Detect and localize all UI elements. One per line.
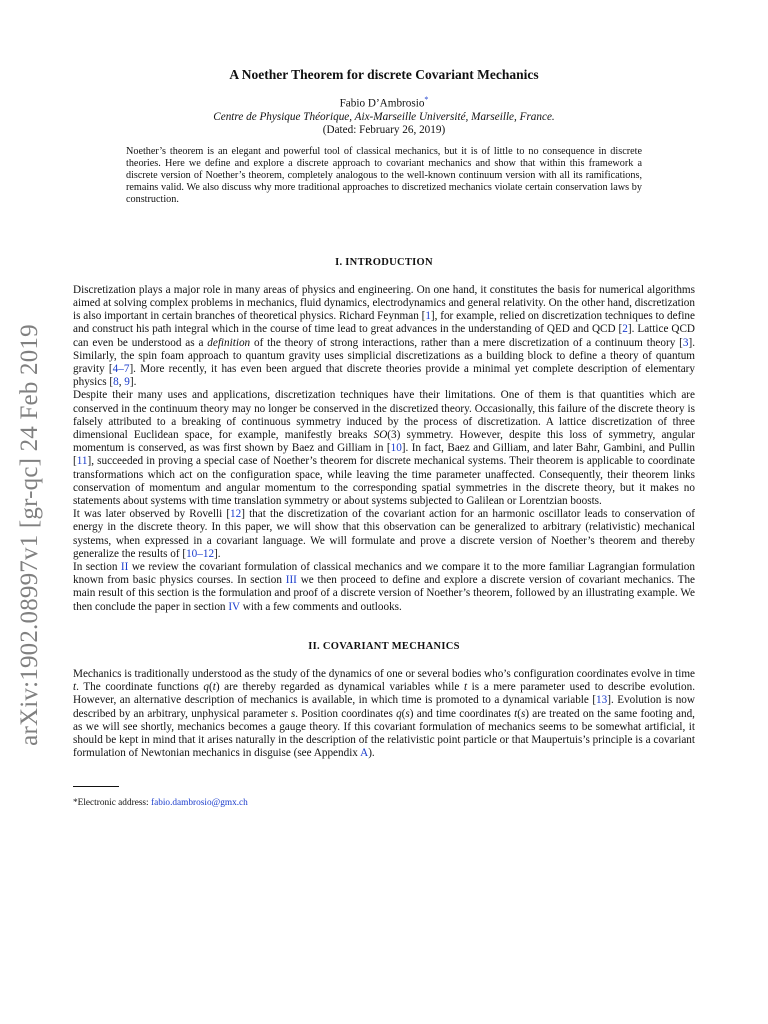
- footnote-rule: [73, 786, 119, 787]
- affiliation: Centre de Physique Théorique, Aix-Marseille Université, Marseille, France.: [213, 111, 555, 124]
- section-heading-covariant-mechanics: II. COVARIANT MECHANICS: [308, 640, 460, 652]
- citation-link[interactable]: 12: [230, 508, 242, 521]
- author-footnote-mark[interactable]: *: [424, 95, 429, 105]
- citation-link[interactable]: 4–7: [112, 362, 130, 375]
- arxiv-sidebar: [10, 320, 50, 750]
- section-link[interactable]: III: [285, 574, 297, 587]
- footnote: [73, 797, 695, 810]
- email-link[interactable]: fabio.dambrosio@gmx.ch: [150, 798, 248, 809]
- citation-link[interactable]: 11: [76, 455, 88, 468]
- abstract: Noether’s theorem is an elegant and powerful tool of classical mechanics, but it is of little to no consequence in discrete theories. Here we define and explore a discrete approach to covariant mechanics and show that within this framework a discrete version of Noether’s theorem, completely analogous to the well-known continuum version with all its ramifications, remains valid. We also discuss why more traditional approaches to discretized mechanics violate certain conservation laws by construction.: [126, 145, 642, 206]
- section-link[interactable]: IV: [228, 600, 240, 613]
- paper-title: A Noether Theorem for discrete Covariant Mechanics: [229, 67, 539, 82]
- intro-paragraph-2: Despite their many uses and applications, discretization techniques have their limitations. One of them is that quantities which are conserved in the continuum theory may no longer be conserved in the discretized theory. Occasionally, this failure of the discrete theory is falsely attributed to a breaking of continuous symmetry induced by the process of discretization. A lattice discretization of three dimensional Euclidean space, for example, manifestly breaks SO(3) symmetry. However, despite this loss of symmetry, angular momentum is conserved, as was first shown by Baez and Gilliam in [10]. In fact, Baez and Gilliam, and later Bahr, Gambini, and Pullin [11], succeeded in proving a special case of Noether’s theorem for discrete mechanical systems. Their theorem is applicable to coordinate transformations which act on the configuration space, while leaving the time parameter unaffected. Consequently, their theorem links conservation of momentum and angular momentum to the corresponding spatial symmetries in the discrete theory, but it makes no statements about systems with time translation symmetry or about systems subjected to Galilean or Lorentzian boosts.: [73, 389, 695, 508]
- appendix-link[interactable]: A: [360, 747, 369, 760]
- citation-link[interactable]: 9: [124, 376, 130, 389]
- citation-link[interactable]: 13: [596, 694, 608, 707]
- paper-page: [73, 60, 695, 811]
- dated-line: (Dated: February 26, 2019): [322, 124, 446, 137]
- citation-link[interactable]: 1: [425, 310, 431, 323]
- citation-link[interactable]: 2: [622, 323, 628, 336]
- citation-link[interactable]: 8: [113, 376, 119, 389]
- section-link[interactable]: II: [120, 561, 129, 574]
- citation-link[interactable]: 10–12: [186, 547, 215, 560]
- author-line: [73, 93, 695, 111]
- citation-link[interactable]: 3: [682, 336, 689, 349]
- intro-paragraph-3: It was later observed by Rovelli [12] that the discretization of the covariant action for an harmonic oscillator leads to conservation of energy in the discrete theory. In this paper, we will show that this observation can be generalized to arbitrary (relativistic) mechanical systems, when expressed in a covariant language. We will formulate and prove a discrete version of Noether’s theorem and thereby generalize the results of [10–12].: [73, 508, 696, 560]
- intro-paragraph-1: Discretization plays a major role in many areas of physics and engineering. On one hand, it constitutes the basis for numerical algorithms aimed at solving complex problems in mechanics, fluid dynamics, electrodynamics and general relativity. On the other hand, discretization is also important in certain branches of theoretical physics. Richard Feynman [1], for example, relied on discretization techniques to define and construct his path integral which in the course of time lead to great advances in the understanding of QED and QCD [2]. Lattice QCD can even be understood as a definition of the theory of strong interactions, rather than a mere discretization of a continuum theory [3]. Similarly, the spin foam approach to quantum gravity uses simplicial discretizations as a building block to define a theory of quantum gravity [4–7]. More recently, it has even been argued that discrete theories provide a minimal yet complete description of elementary physics [8, 9].: [73, 283, 696, 389]
- intro-paragraph-4: In section II we review the covariant formulation of classical mechanics and we compare it to the more familiar Lagrangian formulation known from basic physics courses. In section III we then proceed to define and explore a discrete version of covariant mechanics. The main result of this section is the formulation and proof of a discrete version of Noether’s theorem, followed by an illustrating example. We then conclude the paper in section IV with a few comments and outlooks.: [73, 561, 696, 613]
- footnote-label: *Electronic address:: [73, 798, 151, 809]
- author-name: Fabio D’Ambrosio: [339, 97, 425, 110]
- section-heading-introduction: I. INTRODUCTION: [335, 256, 433, 268]
- arxiv-identifier: arXiv:1902.08997v1 [gr-qc] 24 Feb 2019: [16, 324, 43, 746]
- citation-link[interactable]: 10: [390, 442, 402, 455]
- covariant-paragraph-1: Mechanics is traditionally understood as the study of the dynamics of one or several bodies who’s configuration coordinates evolve in time t. The coordinate functions q(t) are thereby regarded as dynamical variables while t is a mere parameter used to describe evolution. However, an alternative description of mechanics is available, in which time is promoted to a dynamical variable [13]. Evolution is now described by an arbitrary, unphysical parameter s. Position coordinates q(s) and time coordinates t(s) are treated on the same footing and, as we will see shortly, mechanics becomes a gauge theory. If this covariant formulation of mechanics seems to be somewhat artificial, it should be kept in mind that it arises naturally in the description of the relativistic point particle or that Maupertuis’s principle is a covariant formulation of Newtonian mechanics in disguise (see Appendix A).: [73, 668, 695, 760]
